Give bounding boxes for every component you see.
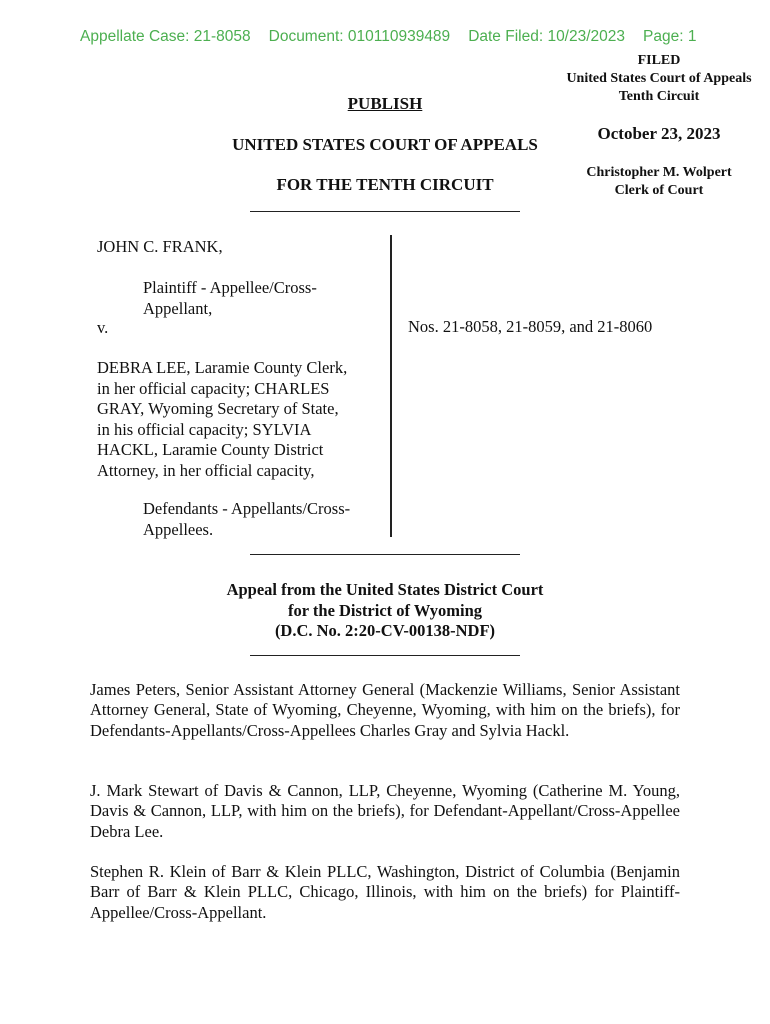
caption-plaintiff-role — [97, 278, 433, 319]
appeal-line1: Appeal from the United States District Court — [226, 580, 544, 599]
court-heading: UNITED STATES COURT OF APPEALS — [232, 135, 538, 154]
defendants-line2: in her official capacity; CHARLES — [97, 378, 330, 398]
filed-court-line2: Tenth Circuit — [618, 89, 700, 104]
divider-bottom — [250, 655, 520, 656]
filed-label: FILED — [637, 53, 681, 68]
plaintiff-role-line2: Appellant, — [143, 298, 213, 318]
counsel-paragraph-1: James Peters, Senior Assistant Attorney General (Mackenzie Williams, Senior Assistant Attorney General, State of Wyoming, Cheyenne, Wyoming, with him on the briefs), for Defendants-Appellants/Cross-Appellees Charles Gray and Sylvia Hackl. — [90, 680, 680, 740]
stamp-page: Page: 1 — [643, 28, 697, 45]
filing-stamp-header — [80, 28, 714, 46]
defendants-line4: in his official capacity; SYLVIA — [97, 419, 312, 439]
defendants-role-line1: Defendants - Appellants/Cross- — [143, 499, 351, 518]
case-numbers: Nos. 21-8058, 21-8059, and 21-8060 — [408, 317, 653, 336]
filed-block — [548, 52, 770, 106]
clerk-title: Clerk of Court — [614, 183, 704, 198]
clerk-name: Christopher M. Wolpert — [586, 165, 732, 180]
counsel-paragraph-3: Stephen R. Klein of Barr & Klein PLLC, Washington, District of Columbia (Benjamin Barr of Barr & Klein PLLC, Chicago, Illinois, with him on the briefs) for Plaintiff-Appellee/Cross-Appellant. — [90, 862, 680, 922]
caption-versus: v. — [97, 318, 109, 337]
appeal-line2: for the District of Wyoming — [288, 600, 482, 620]
caption-defendants-role — [97, 499, 433, 540]
stamp-document: Document: 010110939489 — [268, 28, 451, 45]
stamp-date-filed: Date Filed: 10/23/2023 — [468, 28, 626, 45]
stamp-case: Appellate Case: 21-8058 — [80, 28, 251, 45]
caption-defendants — [97, 358, 387, 481]
defendants-role-line2: Appellees. — [143, 519, 214, 539]
filed-date: October 23, 2023 — [597, 124, 721, 143]
defendants-line3: GRAY, Wyoming Secretary of State, — [97, 399, 339, 418]
filed-court-line1: United States Court of Appeals — [566, 71, 752, 86]
publish-heading: PUBLISH — [347, 94, 423, 113]
defendants-line6: Attorney, in her official capacity, — [97, 460, 315, 480]
appeal-block — [150, 580, 620, 642]
plaintiff-role-line1: Plaintiff - Appellee/Cross- — [143, 278, 317, 297]
circuit-heading: FOR THE TENTH CIRCUIT — [276, 175, 494, 194]
defendants-line1: DEBRA LEE, Laramie County Clerk, — [97, 358, 348, 377]
divider-top — [250, 211, 520, 212]
counsel-paragraph-2: J. Mark Stewart of Davis & Cannon, LLP, Cheyenne, Wyoming (Catherine M. Young, Davis & Cannon, LLP, with him on the briefs), for Defendant-Appellant/Cross-Appellee Debra Lee. — [90, 781, 680, 841]
divider-middle — [250, 554, 520, 555]
clerk-block — [548, 164, 770, 200]
caption-divider-line — [390, 235, 392, 537]
caption-plaintiff: JOHN C. FRANK, — [97, 237, 223, 256]
appeal-line3: (D.C. No. 2:20-CV-00138-NDF) — [274, 621, 496, 640]
defendants-line5: HACKL, Laramie County District — [97, 440, 324, 459]
